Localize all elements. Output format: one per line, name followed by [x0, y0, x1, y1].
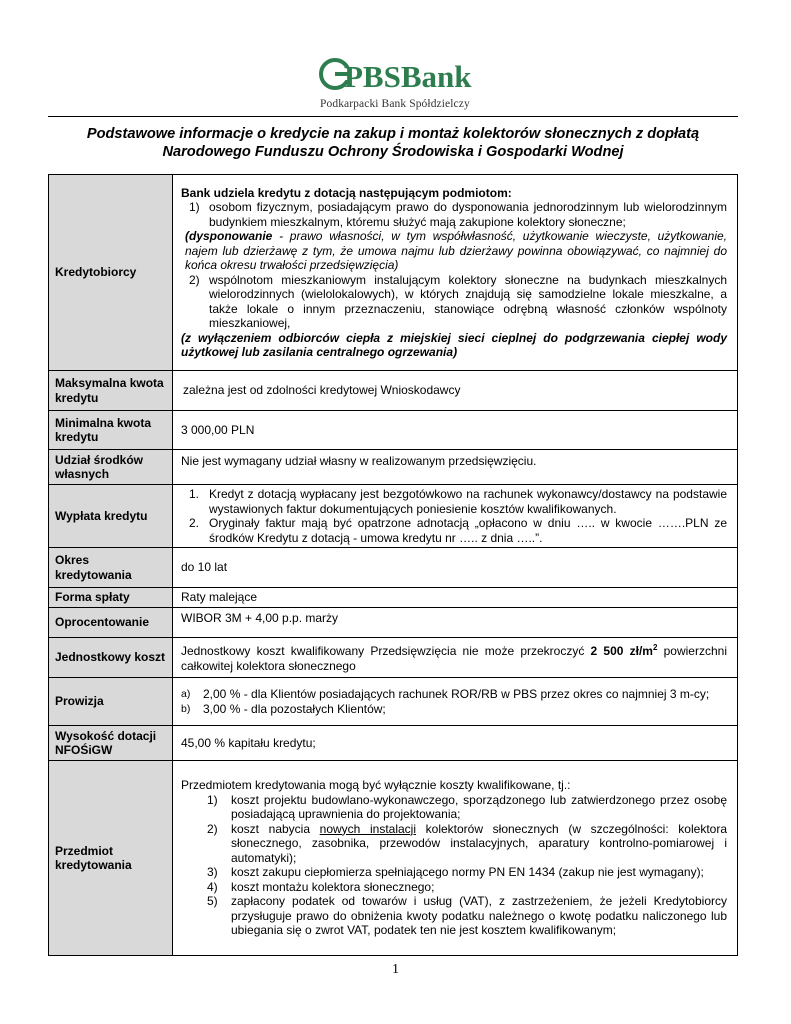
- row-dotacja: [49, 726, 738, 761]
- row-udzial: [49, 450, 738, 485]
- row-value: 3 000,00 PLN: [173, 411, 738, 450]
- list-item: 1. Kredyt z dotacją wypłacany jest bezgotówkowo na rachunek wykonawcy/dostawcy na podstawie wystawionych faktur dokumentujących poniesienie kosztów kwalifikowanych.: [189, 487, 727, 516]
- list-item: b) 3,00 % - dla pozostałych Klientów;: [181, 701, 386, 716]
- row-label: Okres kredytowania: [49, 548, 173, 588]
- row-label: Wysokość dotacji NFOŚiGW: [49, 726, 173, 761]
- row-koszt: [49, 638, 738, 678]
- row-label: Prowizja: [49, 678, 173, 726]
- row-value: [173, 485, 738, 548]
- kredytobiorcy-note-2: (z wyłączeniem odbiorców ciepła z miejskiej sieci cieplnej do podgrzewania ciepłej wody użytkowej lub zasilania centralnego ogrzewania): [181, 330, 727, 359]
- row-min-kwota: [49, 411, 738, 450]
- row-label: Maksymalna kwota kredytu: [49, 371, 173, 411]
- row-value: Raty malejące: [173, 588, 738, 608]
- row-prowizja: [49, 678, 738, 726]
- row-label: Przedmiot kredytowania: [49, 761, 173, 956]
- list-item: 1) osobom fizycznym, posiadającym prawo do dysponowania jednorodzinnym lub wielorodzinnym budynkiem mieszkalnym, któremu służyć mają zakupione kolektory słoneczne;: [189, 200, 727, 229]
- przedmiot-intro: Przedmiotem kredytowania mogą być wyłącznie koszty kwalifikowane, tj.:: [181, 778, 571, 793]
- row-value: Jednostkowy koszt kwalifikowany Przedsięwzięcia nie może przekroczyć 2 500 $zł/m^2$ powierzchni całkowitej kolektora słonecznego: [173, 638, 738, 678]
- row-value: zależna jest od zdolności kredytowej Wnioskodawcy: [173, 371, 738, 411]
- list-item: 2. Oryginały faktur mają być opatrzone adnotacją „opłacono w dniu ….. w kwocie …….PLN ze środków Kredytu z dotacją - umowa kredytu nr ….. z dnia …..”.: [189, 516, 727, 545]
- row-label: Oprocentowanie: [49, 608, 173, 638]
- row-max-kwota: [49, 371, 738, 411]
- header-rule: [48, 116, 738, 117]
- kredytobiorcy-intro: Bank udziela kredytu z dotacją następującym podmiotom:: [181, 185, 512, 200]
- row-value: [173, 761, 738, 956]
- list-item: 3) koszt zakupu ciepłomierza spełniającego normy PN EN 1434 (zakup nie jest wymagany);: [207, 865, 704, 880]
- row-label: Forma spłaty: [49, 588, 173, 608]
- row-value: [173, 175, 738, 371]
- row-kredytobiorcy: [49, 175, 738, 371]
- row-value: do 10 lat: [173, 548, 738, 588]
- row-oprocentowanie: [49, 608, 738, 638]
- logo-text: PBSBank: [344, 59, 472, 94]
- row-value: Nie jest wymagany udział własny w realizowanym przedsięwzięciu.: [173, 450, 738, 485]
- row-value: 45,00 % kapitału kredytu;: [173, 726, 738, 761]
- row-label: Udział środków własnych: [49, 450, 173, 485]
- list-item: 1) koszt projektu budowlano-wykonawczego, sporządzonego lub zatwierdzonego przez osobę posiadającą uprawnienia do projektowania;: [207, 792, 727, 822]
- credit-info-table: [48, 174, 738, 956]
- document-title: Podstawowe informacje o kredycie na zakup i montaż kolektorów słonecznych z dopłatą Narodowego Funduszu Ochrony Środowiska i Gospodarki Wodnej: [86, 126, 700, 160]
- row-label: Minimalna kwota kredytu: [49, 411, 173, 450]
- logo-subtitle: Podkarpacki Bank Spółdzielczy: [320, 98, 470, 110]
- row-label: Wypłata kredytu: [49, 485, 173, 548]
- row-okres: [49, 548, 738, 588]
- row-label: Kredytobiorcy: [49, 175, 173, 371]
- logo-mark: [318, 54, 478, 100]
- page-number: 1: [392, 962, 399, 977]
- row-value: WIBOR 3M + 4,00 p.p. marży: [173, 608, 738, 638]
- list-item: 4) koszt montażu kolektora słonecznego;: [207, 879, 435, 894]
- kredytobiorcy-note-1: (dysponowanie - prawo własności, w tym współwłasność, użytkowanie wieczyste, użytkowanie, najem lub dzierżawę z tym, że umowa najmu lub dzierżawy powinna obowiązywać, co najmniej do końca okresu trwałości przedsięwzięcia): [185, 229, 727, 272]
- row-wyplata: [49, 485, 738, 548]
- row-label: Jednostkowy koszt: [49, 638, 173, 678]
- row-forma: [49, 588, 738, 608]
- row-przedmiot: [49, 761, 738, 956]
- list-item: a) 2,00 % - dla Klientów posiadających rachunek ROR/RB w PBS przez okres co najmniej 3 m-cy;: [181, 687, 710, 701]
- row-value: [173, 678, 738, 726]
- list-item: 2) koszt nabycia nowych instalacji kolektorów słonecznych (w szczególności: kolektora słonecznego, zasobnika, przewodów instalacyjnych, aparatury kontrolno-pomiarowej i automatyki);: [207, 821, 727, 865]
- list-item: 2) wspólnotom mieszkaniowym instalującym kolektory słoneczne na budynkach mieszkalnych wielorodzinnych (wielolokalowych), w których znajdują się samodzielne lokale mieszkalne, a także lokale o innym przeznaczeniu, stanowiące odrębną własność członków wspólnoty mieszkaniowej,: [189, 272, 727, 330]
- list-item: 5) zapłacony podatek od towarów i usług (VAT), z zastrzeżeniem, że jeżeli Kredytobiorcy przysługuje prawo do obniżenia kwoty podatku należnego o kwotę podatku naliczonego lub ubiegania się o zwrot VAT, podatek ten nie jest kosztem kwalifikowanym;: [207, 894, 727, 938]
